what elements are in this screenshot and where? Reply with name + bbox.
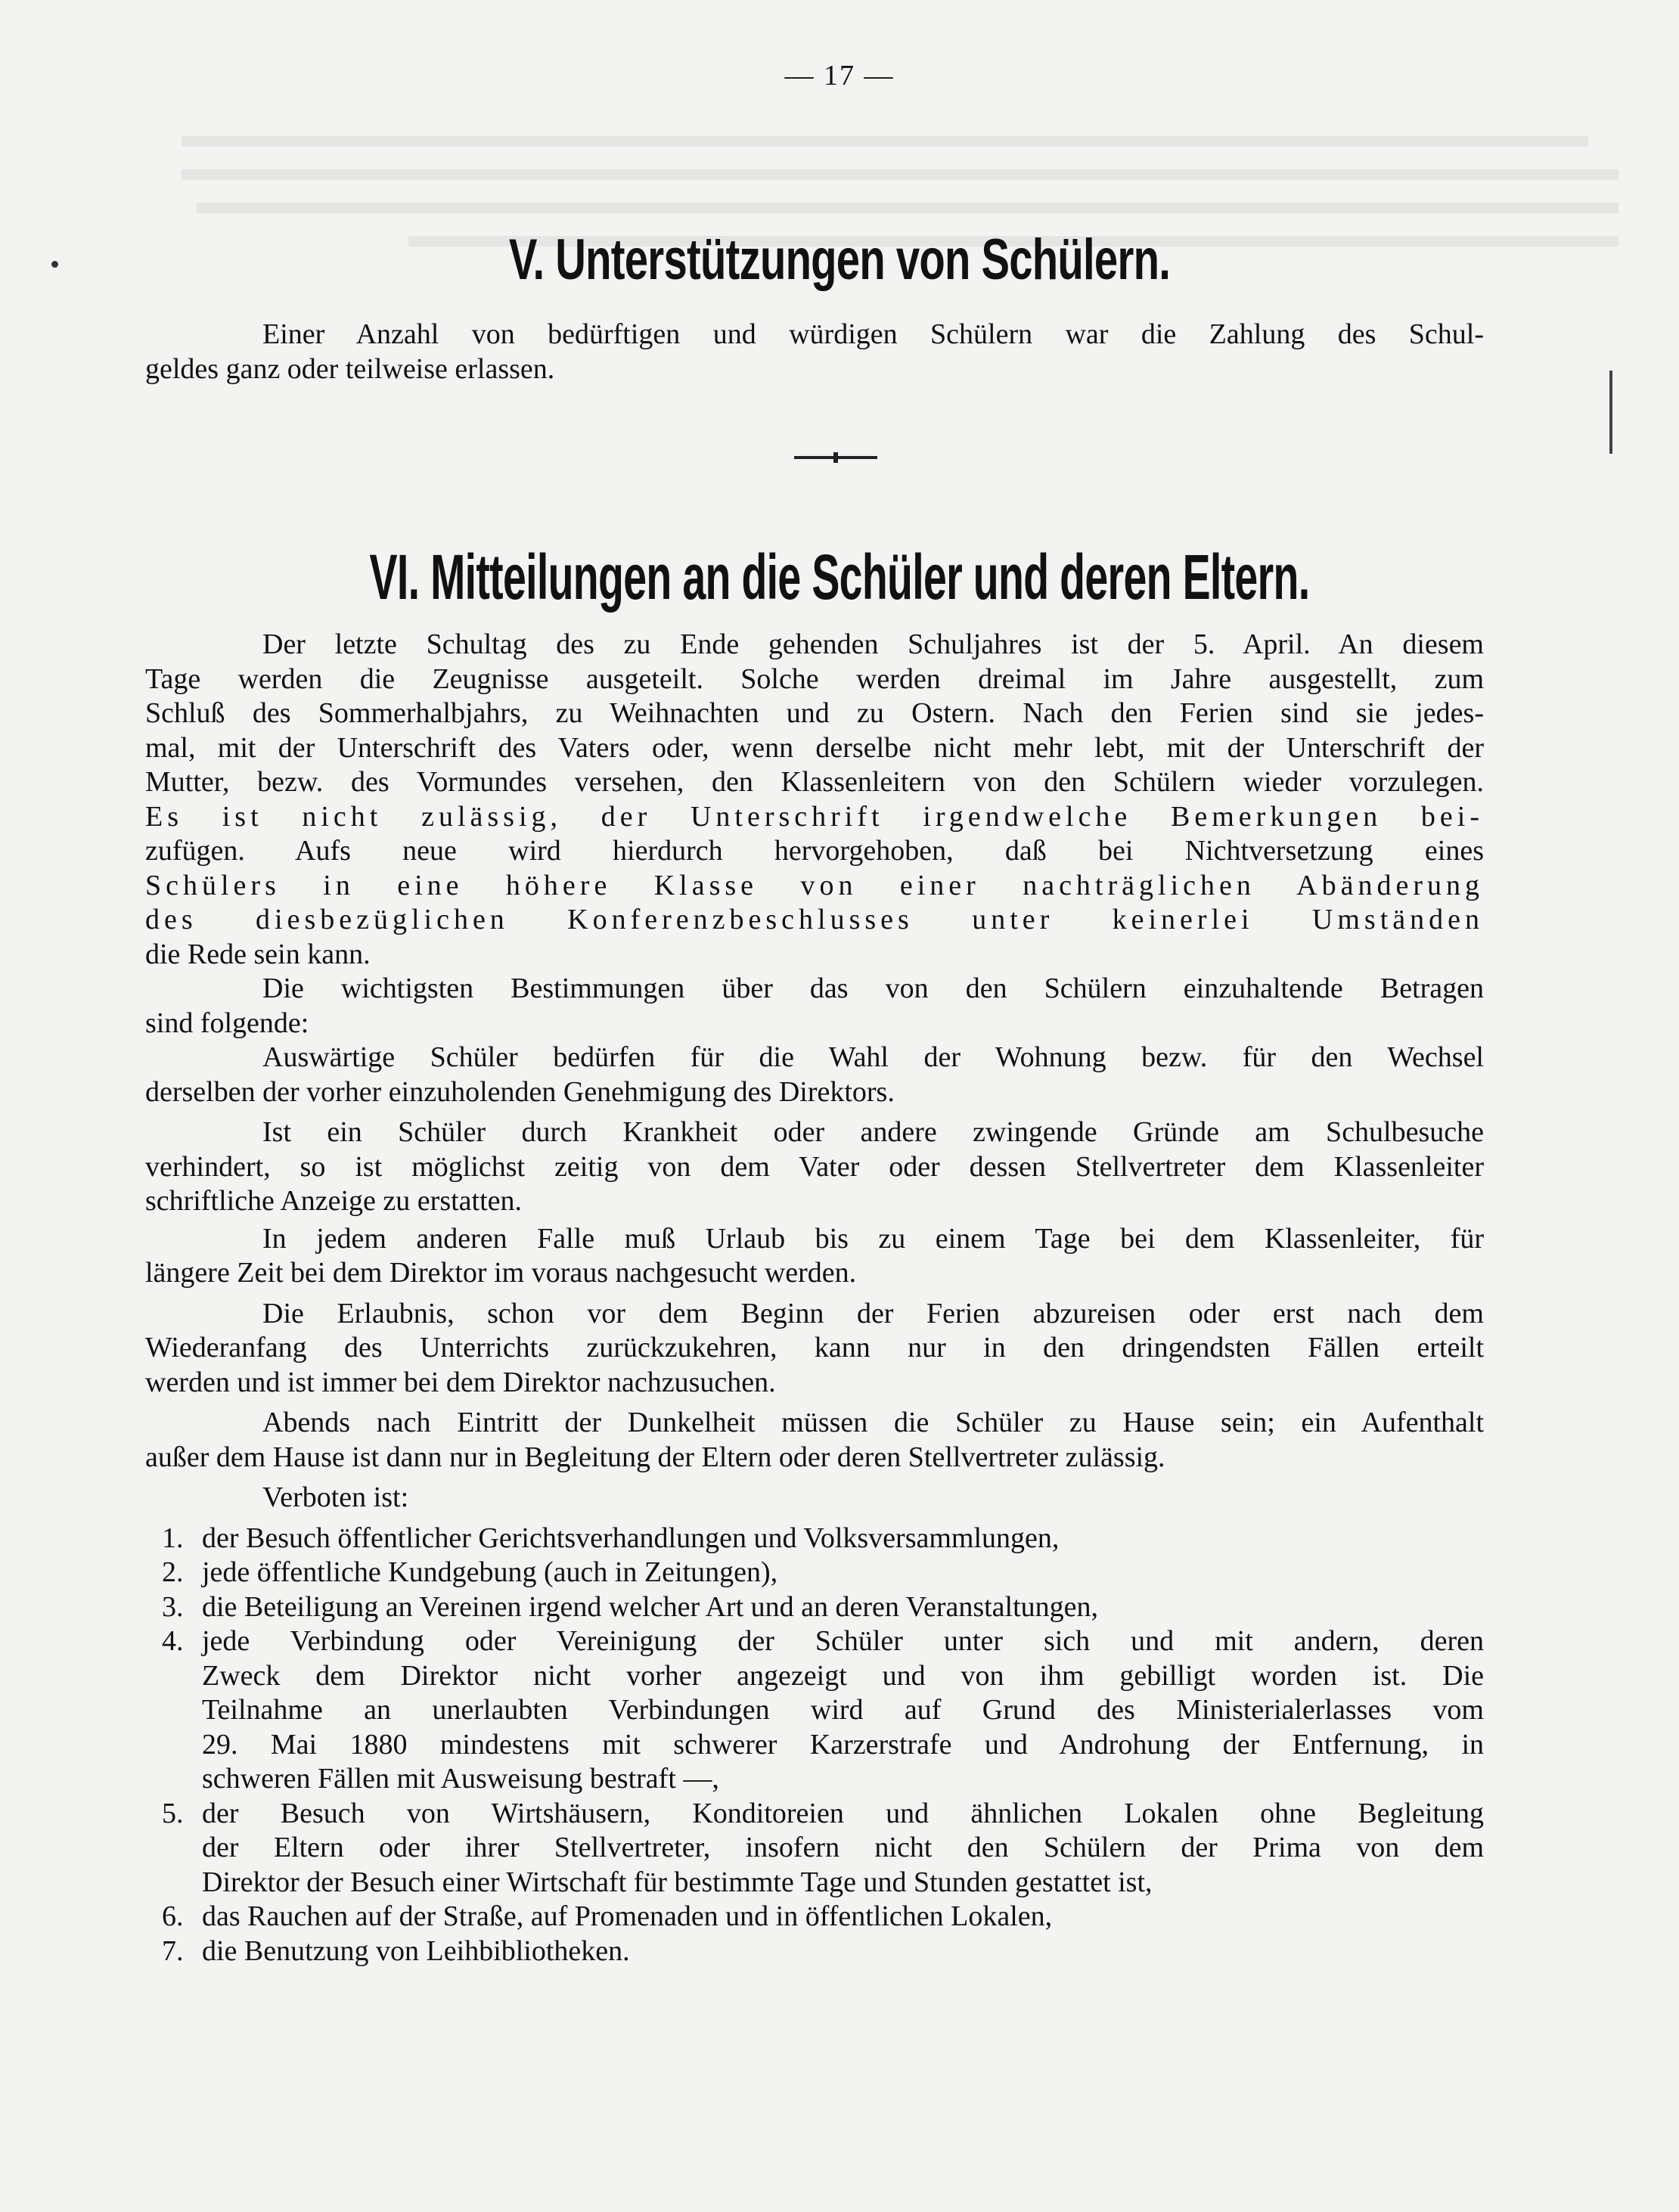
paragraph-line: Abends nach Eintritt der Dunkelheit müssen die Schüler zu Hause sein; ein Aufenthalt	[262, 1407, 1484, 1438]
list-number: 2.	[162, 1556, 184, 1588]
paragraph-line: Schluß des Sommerhalbjahrs, zu Weihnachten und zu Ostern. Nach den Ferien sind sie jedes-	[145, 697, 1484, 729]
list-item	[145, 1900, 1484, 1934]
paragraph-line: die Rede sein kann.	[145, 938, 371, 970]
paragraph-line: sind folgende:	[145, 1007, 309, 1039]
list-line: der Eltern oder ihrer Stellvertreter, insofern nicht den Schülern der Prima von dem	[202, 1832, 1484, 1863]
list-number: 6.	[162, 1900, 184, 1932]
paragraph-line: schriftliche Anzeige zu erstatten.	[145, 1185, 523, 1217]
list-number: 7.	[162, 1934, 184, 1967]
paragraph-line: mal, mit der Unterschrift des Vaters oder, wenn derselbe nicht mehr lebt, mit der Unterschrift der	[145, 731, 1484, 764]
list-line: 29. Mai 1880 mindestens mit schwerer Karzerstrafe und Androhung der Entfernung, in	[202, 1728, 1484, 1761]
list-line: jede Verbindung oder Vereinigung der Schüler unter sich und mit andern, deren	[202, 1625, 1484, 1657]
section-vi-title: VI. Mitteilungen an die Schüler und deren Eltern.	[369, 541, 1310, 613]
paragraph-line: längere Zeit bei dem Direktor im voraus nachgesucht werden.	[145, 1257, 857, 1289]
paragraph-line: Schülers in eine höhere Klasse von einer nachträglichen Abänderung	[145, 869, 1484, 901]
prohibition-list	[145, 1522, 1484, 1969]
paragraph-line: geldes ganz oder teilweise erlassen.	[145, 352, 555, 385]
list-item	[145, 1797, 1484, 1900]
margin-dot	[51, 261, 58, 268]
section-divider	[794, 452, 877, 463]
paragraph-line: des diesbezüglichen Konferenzbeschlusses unter keinerlei Umständen	[145, 904, 1484, 935]
section-vi-body	[145, 628, 1484, 1968]
paragraph-line: Auswärtige Schüler bedürfen für die Wahl der Wohnung bezw. für den Wechsel	[262, 1041, 1484, 1073]
section-v-body	[145, 318, 1484, 386]
paragraph-line: verhindert, so ist möglichst zeitig von dem Vater oder dessen Stellvertreter dem Klassenleiter	[145, 1150, 1484, 1183]
paragraph-line: Die wichtigsten Bestimmungen über das von den Schülern einzuhaltende Betragen	[262, 973, 1484, 1004]
list-line: Teilnahme an unerlaubten Verbindungen wird auf Grund des Ministerialerlasses vom	[202, 1694, 1484, 1726]
list-line: jede öffentliche Kundgebung (auch in Zeitungen),	[202, 1556, 778, 1588]
list-line: schweren Fällen mit Ausweisung bestraft —,	[202, 1763, 719, 1795]
list-line: der Besuch öffentlicher Gerichtsverhandlungen und Volksversammlungen,	[202, 1522, 1060, 1554]
paragraph-line: außer dem Hause ist dann nur in Begleitung der Eltern oder deren Stellvertreter zulässig.	[145, 1441, 1165, 1473]
list-line: die Beteiligung an Vereinen irgend welcher Art und an deren Veranstaltungen,	[202, 1590, 1099, 1623]
section-v-title: V. Unterstützungen von Schülern.	[508, 228, 1171, 292]
paragraph-line: Ist ein Schüler durch Krankheit oder andere zwingende Gründe am Schulbesuche	[262, 1116, 1484, 1148]
paragraph-line: Es ist nicht zulässig, der Unterschrift irgendwelche Bemerkungen bei-	[145, 800, 1484, 833]
list-number: 1.	[162, 1522, 184, 1554]
page-number: — 17 —	[784, 60, 895, 92]
list-number: 5.	[162, 1797, 184, 1829]
list-item	[145, 1522, 1484, 1556]
paragraph-line: Tage werden die Zeugnisse ausgeteilt. Solche werden dreimal im Jahre ausgestellt, zum	[145, 662, 1484, 695]
list-line: der Besuch von Wirtshäusern, Konditoreien und ähnlichen Lokalen ohne Begleitung	[202, 1797, 1484, 1829]
paragraph-line: zufügen. Aufs neue wird hierdurch hervorgehoben, daß bei Nichtversetzung eines	[145, 835, 1484, 867]
list-number: 3.	[162, 1590, 184, 1623]
paragraph-line: Einer Anzahl von bedürftigen und würdigen Schülern war die Zahlung des Schul-	[262, 318, 1484, 350]
list-number: 4.	[162, 1625, 184, 1657]
paragraph-line: Wiederanfang des Unterrichts zurückzukehren, kann nur in den dringendsten Fällen erteilt	[145, 1332, 1484, 1363]
list-intro: Verboten ist:	[262, 1481, 409, 1513]
list-item	[145, 1556, 1484, 1590]
paragraph-line: Die Erlaubnis, schon vor dem Beginn der Ferien abzureisen oder erst nach dem	[262, 1297, 1484, 1329]
paragraph-line: derselben der vorher einzuholenden Genehmigung des Direktors.	[145, 1075, 895, 1108]
paragraph-line: Der letzte Schultag des zu Ende gehenden Schuljahres ist der 5. April. An diesem	[262, 628, 1484, 660]
list-line: Zweck dem Direktor nicht vorher angezeigt und von ihm gebilligt worden ist. Die	[202, 1659, 1484, 1692]
list-item	[145, 1624, 1484, 1797]
list-line: Direktor der Besuch einer Wirtschaft für bestimmte Tage und Stunden gestattet ist,	[202, 1866, 1153, 1898]
list-line: die Benutzung von Leihbibliotheken.	[202, 1934, 630, 1967]
paragraph-line: werden und ist immer bei dem Direktor nachzusuchen.	[145, 1366, 776, 1398]
margin-mark	[1609, 371, 1612, 454]
list-line: das Rauchen auf der Straße, auf Promenaden und in öffentlichen Lokalen,	[202, 1900, 1053, 1932]
paragraph-line: In jedem anderen Falle muß Urlaub bis zu einem Tage bei dem Klassenleiter, für	[262, 1222, 1484, 1255]
list-item	[145, 1934, 1484, 1969]
paragraph-line: Mutter, bezw. des Vormundes versehen, den Klassenleitern von den Schülern wieder vorzulegen.	[145, 766, 1484, 798]
list-item	[145, 1590, 1484, 1625]
